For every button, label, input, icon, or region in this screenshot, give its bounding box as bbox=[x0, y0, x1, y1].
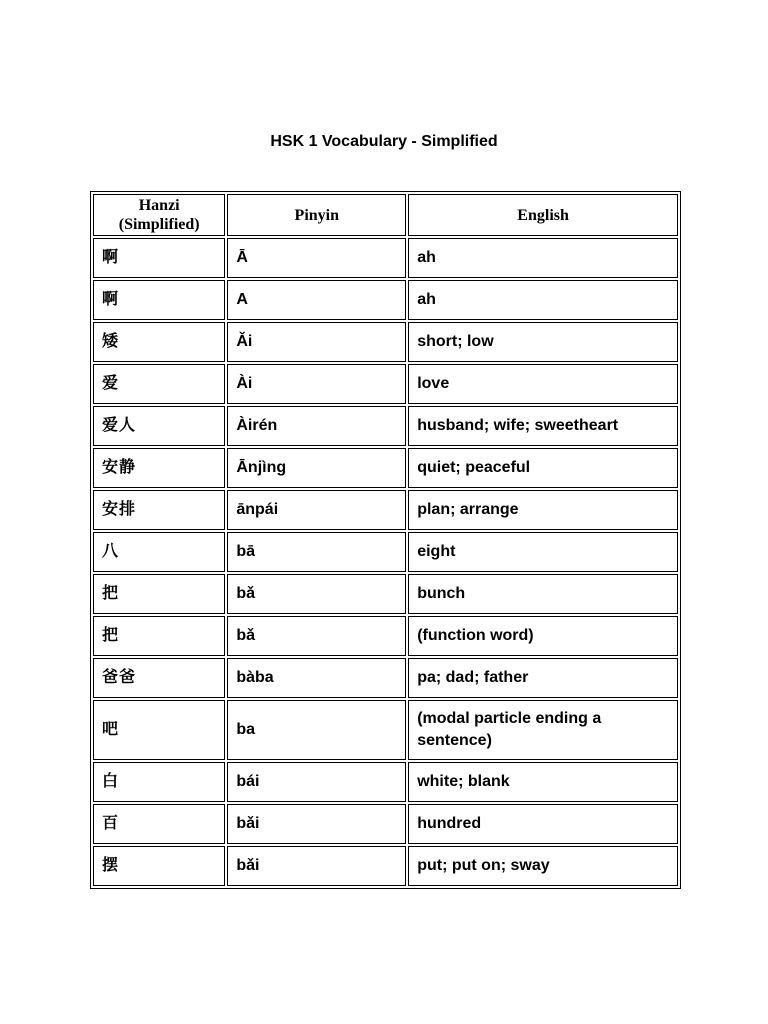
english-cell: ah bbox=[408, 238, 678, 278]
table-row bbox=[93, 846, 678, 886]
pinyin-cell: A bbox=[227, 280, 406, 320]
table-row bbox=[93, 532, 678, 572]
hanzi-cell: 爱 bbox=[93, 364, 225, 404]
english-cell: put; put on; sway bbox=[408, 846, 678, 886]
hanzi-cell: 八 bbox=[93, 532, 225, 572]
hanzi-cell: 啊 bbox=[93, 280, 225, 320]
hanzi-cell: 安静 bbox=[93, 448, 225, 488]
pinyin-cell: Àirén bbox=[227, 406, 406, 446]
english-cell: white; blank bbox=[408, 762, 678, 802]
pinyin-cell: Ānjìng bbox=[227, 448, 406, 488]
table-row bbox=[93, 364, 678, 404]
pinyin-cell: bái bbox=[227, 762, 406, 802]
english-cell: husband; wife; sweetheart bbox=[408, 406, 678, 446]
hanzi-cell: 把 bbox=[93, 616, 225, 656]
hanzi-cell: 白 bbox=[93, 762, 225, 802]
table-header-row bbox=[93, 194, 678, 236]
pinyin-cell: Ài bbox=[227, 364, 406, 404]
pinyin-cell: bǎi bbox=[227, 846, 406, 886]
hanzi-cell: 爱人 bbox=[93, 406, 225, 446]
table-row bbox=[93, 238, 678, 278]
hanzi-cell: 啊 bbox=[93, 238, 225, 278]
english-cell: eight bbox=[408, 532, 678, 572]
english-cell: quiet; peaceful bbox=[408, 448, 678, 488]
pinyin-cell: bǎi bbox=[227, 804, 406, 844]
table-row bbox=[93, 574, 678, 614]
table-row bbox=[93, 700, 678, 760]
english-cell: bunch bbox=[408, 574, 678, 614]
english-cell: love bbox=[408, 364, 678, 404]
table-row bbox=[93, 280, 678, 320]
column-header-english: English bbox=[408, 194, 678, 236]
pinyin-cell: bā bbox=[227, 532, 406, 572]
hanzi-cell: 百 bbox=[93, 804, 225, 844]
table-row bbox=[93, 762, 678, 802]
column-header-pinyin: Pinyin bbox=[227, 194, 406, 236]
hanzi-cell: 吧 bbox=[93, 700, 225, 760]
table-row bbox=[93, 616, 678, 656]
table-row bbox=[93, 658, 678, 698]
table-row bbox=[93, 406, 678, 446]
english-cell: short; low bbox=[408, 322, 678, 362]
english-cell: pa; dad; father bbox=[408, 658, 678, 698]
column-header-hanzi: Hanzi (Simplified) bbox=[93, 194, 225, 236]
hanzi-cell: 矮 bbox=[93, 322, 225, 362]
hanzi-cell: 安排 bbox=[93, 490, 225, 530]
english-cell: hundred bbox=[408, 804, 678, 844]
vocabulary-table bbox=[90, 191, 681, 889]
english-cell: (modal particle ending a sentence) bbox=[408, 700, 678, 760]
pinyin-cell: bǎ bbox=[227, 616, 406, 656]
page-title: HSK 1 Vocabulary - Simplified bbox=[270, 133, 498, 150]
pinyin-cell: ānpái bbox=[227, 490, 406, 530]
pinyin-cell: ba bbox=[227, 700, 406, 760]
pinyin-cell: bǎ bbox=[227, 574, 406, 614]
pinyin-cell: bàba bbox=[227, 658, 406, 698]
pinyin-cell: Ā bbox=[227, 238, 406, 278]
english-cell: ah bbox=[408, 280, 678, 320]
table-row bbox=[93, 490, 678, 530]
hanzi-cell: 爸爸 bbox=[93, 658, 225, 698]
english-cell: plan; arrange bbox=[408, 490, 678, 530]
hanzi-cell: 摆 bbox=[93, 846, 225, 886]
table-row bbox=[93, 448, 678, 488]
table-row bbox=[93, 322, 678, 362]
hanzi-cell: 把 bbox=[93, 574, 225, 614]
pinyin-cell: Ǎi bbox=[227, 322, 406, 362]
table-row bbox=[93, 804, 678, 844]
english-cell: (function word) bbox=[408, 616, 678, 656]
